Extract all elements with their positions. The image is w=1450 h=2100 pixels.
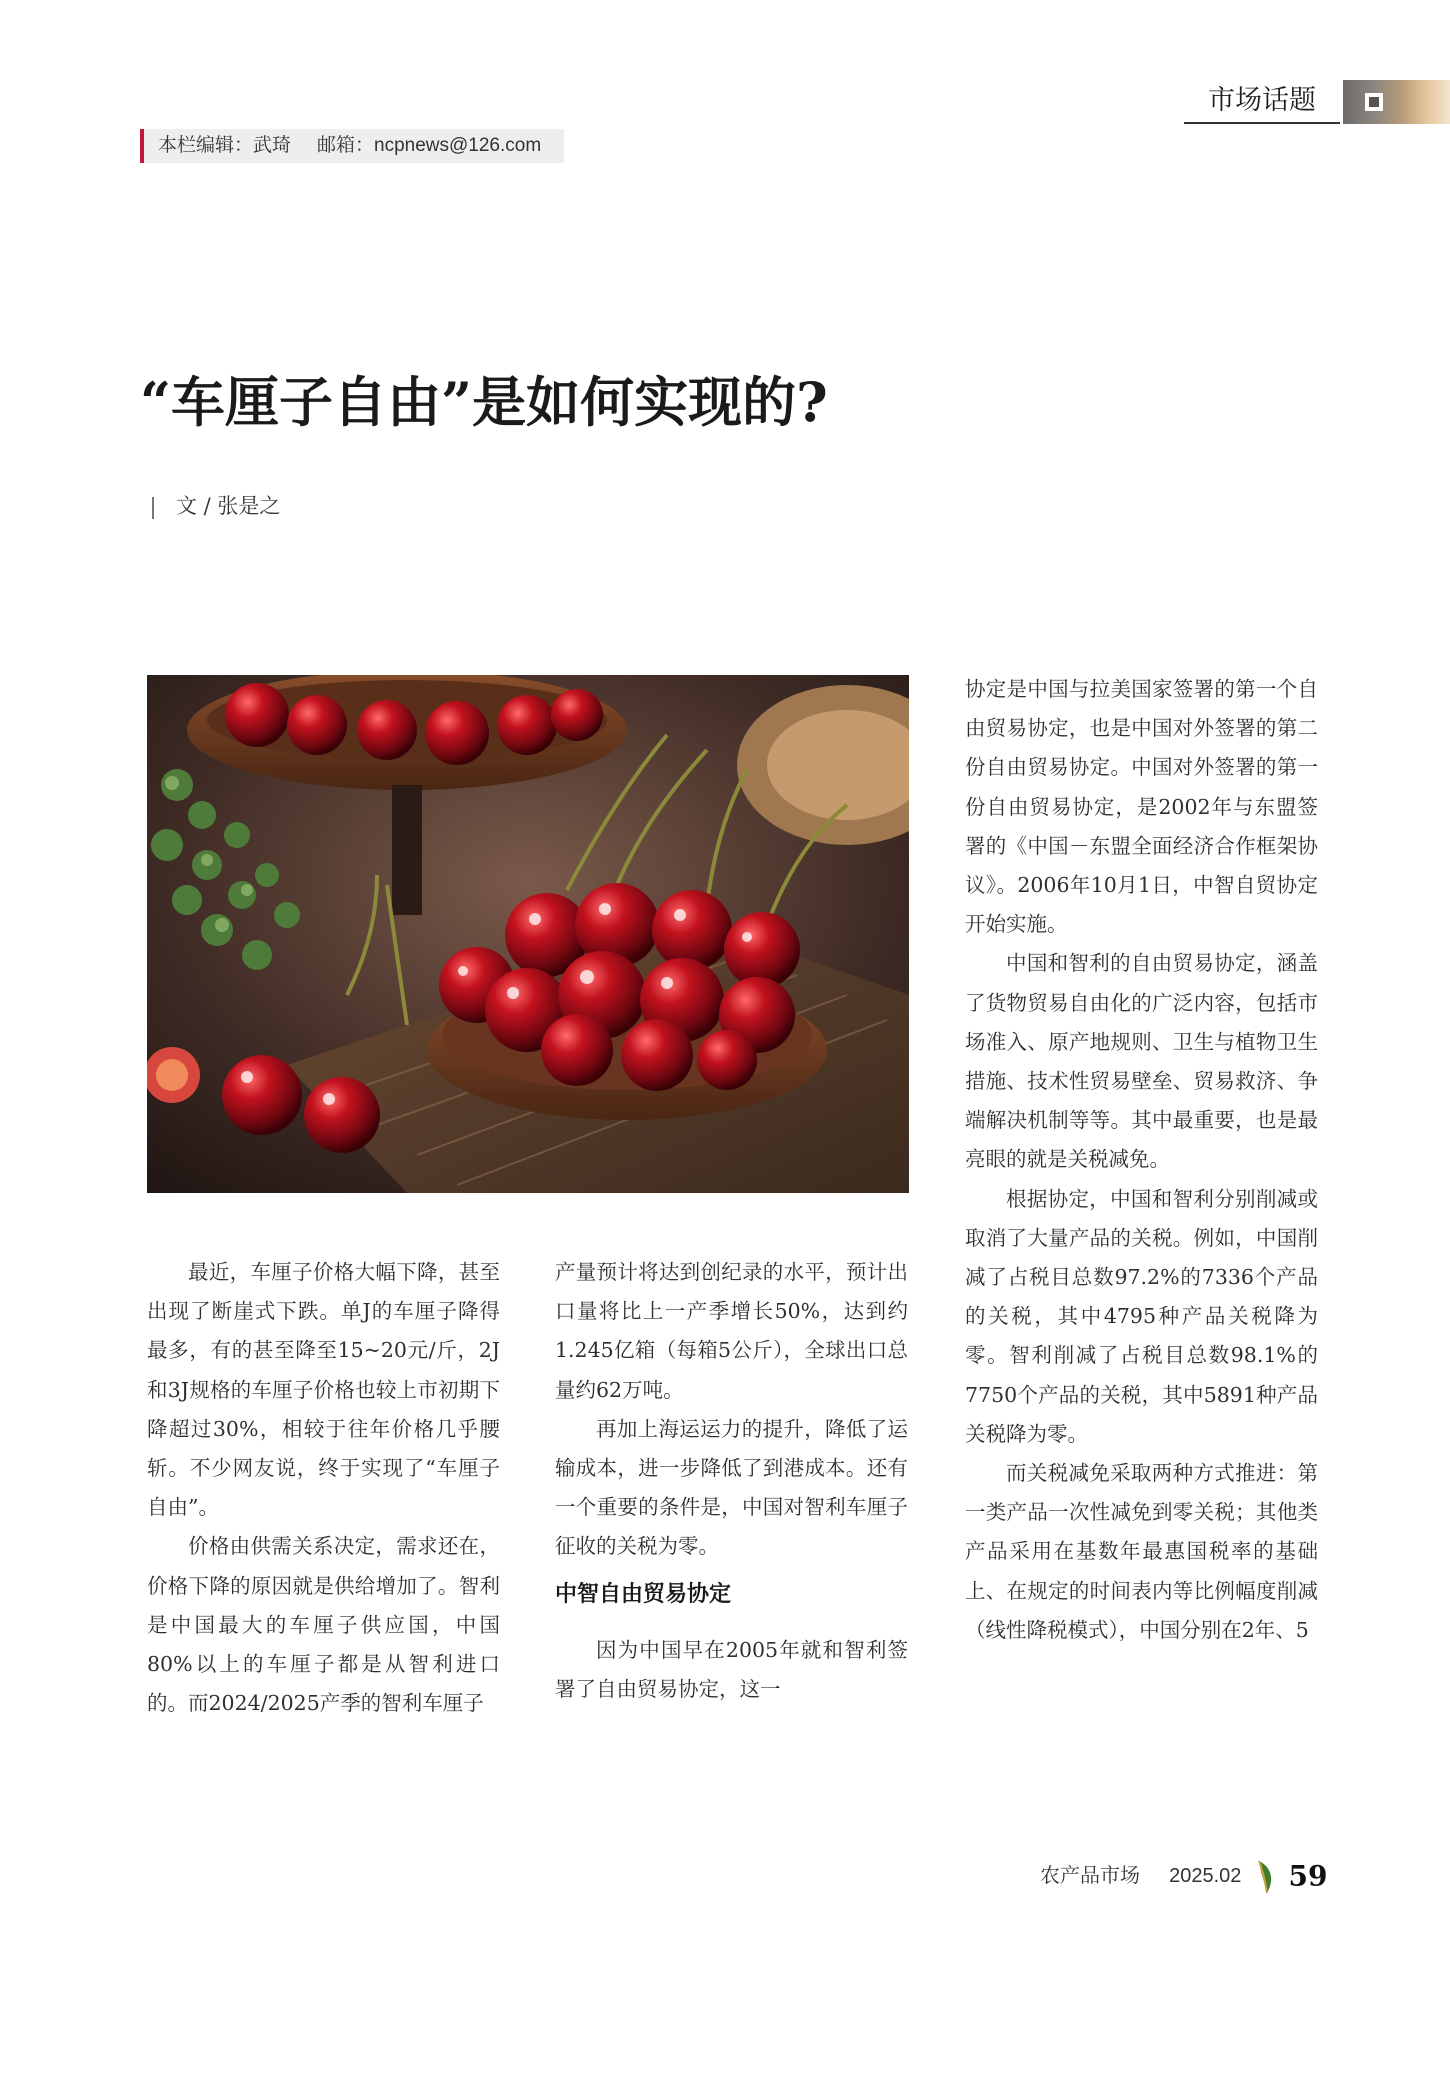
text-column-2 <box>555 1253 908 1709</box>
issue-number: 2025.02 <box>1169 1865 1242 1887</box>
paragraph: 价格由供需关系决定，需求还在，价格下降的原因就是供给增加了。智利是中国最大的车厘子供应国，中国80%以上的车厘子都是从智利进口的。而2024/2025产季的智利车厘子 <box>147 1534 500 1716</box>
paragraph: 再加上海运运力的提升，降低了运输成本，进一步降低了到港成本。还有一个重要的条件是，中国对智利车厘子征收的关税为零。 <box>555 1416 908 1559</box>
editor-label: 本栏编辑：武琦 <box>158 135 292 156</box>
section-heading: 中智自由贸易协定 <box>555 1581 732 1607</box>
page-footer <box>1040 1856 1328 1896</box>
section-tag-decoration <box>1343 80 1450 124</box>
text-column-1 <box>147 1253 500 1723</box>
page-number: 59 <box>1288 1859 1328 1893</box>
paragraph: 协定是中国与拉美国家签署的第一个自由贸易协定，也是中国对外签署的第二份自由贸易协定。中国对外签署的第一份自由贸易协定，是2002年与东盟签署的《中国－东盟全面经济合作框架协议》。2006年10月1日，中智自贸协定开始实施。 <box>965 677 1318 937</box>
byline <box>152 490 280 522</box>
text-column-3 <box>965 670 1318 1650</box>
section-label: 市场话题 <box>1184 80 1340 124</box>
editor-info-bar <box>140 129 564 163</box>
cherry-illustration <box>147 675 909 1193</box>
paragraph: 中国和智利的自由贸易协定，涵盖了货物贸易自由化的广泛内容，包括市场准入、原产地规则、卫生与植物卫生措施、技术性贸易壁垒、贸易救济、争端解决机制等等。其中最重要，也是最亮眼的就是关税减免。 <box>965 951 1318 1172</box>
cherry-photo <box>147 675 909 1193</box>
article-title: “车厘子自由”是如何实现的? <box>140 370 828 434</box>
paragraph: 而关税减免采取两种方式推进：第一类产品一次性减免到零关税；其他类产品采用在基数年最惠国税率的基础上、在规定的时间表内等比例幅度削减（线性降税模式），中国分别在2年、5 <box>965 1461 1318 1642</box>
editor-email: 邮箱：ncpnews@126.com <box>317 135 542 156</box>
square-icon <box>1365 93 1383 111</box>
paragraph: 根据协定，中国和智利分别削减或取消了大量产品的关税。例如，中国削减了占税目总数97.2%的7336个产品的关税，其中4795种产品关税降为零。智利削减了占税目总数98.1%的7750个产品的关税，其中5891种产品关税降为零。 <box>965 1186 1318 1446</box>
paragraph: 最近，车厘子价格大幅下降，甚至出现了断崖式下跌。单J的车厘子降得最多，有的甚至降至15~20元/斤，2J和3J规格的车厘子价格也较上市初期下降超过30%，相较于往年价格几乎腰斩。不少网友说，终于实现了“车厘子自由”。 <box>147 1260 500 1520</box>
section-tag <box>1184 80 1450 126</box>
paragraph: 因为中国早在2005年就和智利签署了自由贸易协定，这一 <box>555 1637 908 1701</box>
magazine-name: 农产品市场 <box>1040 1865 1140 1887</box>
paragraph: 产量预计将达到创纪录的水平，预计出口量将比上一产季增长50%，达到约1.245亿箱（每箱5公斤），全球出口总量约62万吨。 <box>555 1260 908 1402</box>
byline-bar <box>152 497 154 519</box>
byline-text: 文 / 张是之 <box>176 494 281 518</box>
leaf-icon <box>1255 1859 1277 1895</box>
